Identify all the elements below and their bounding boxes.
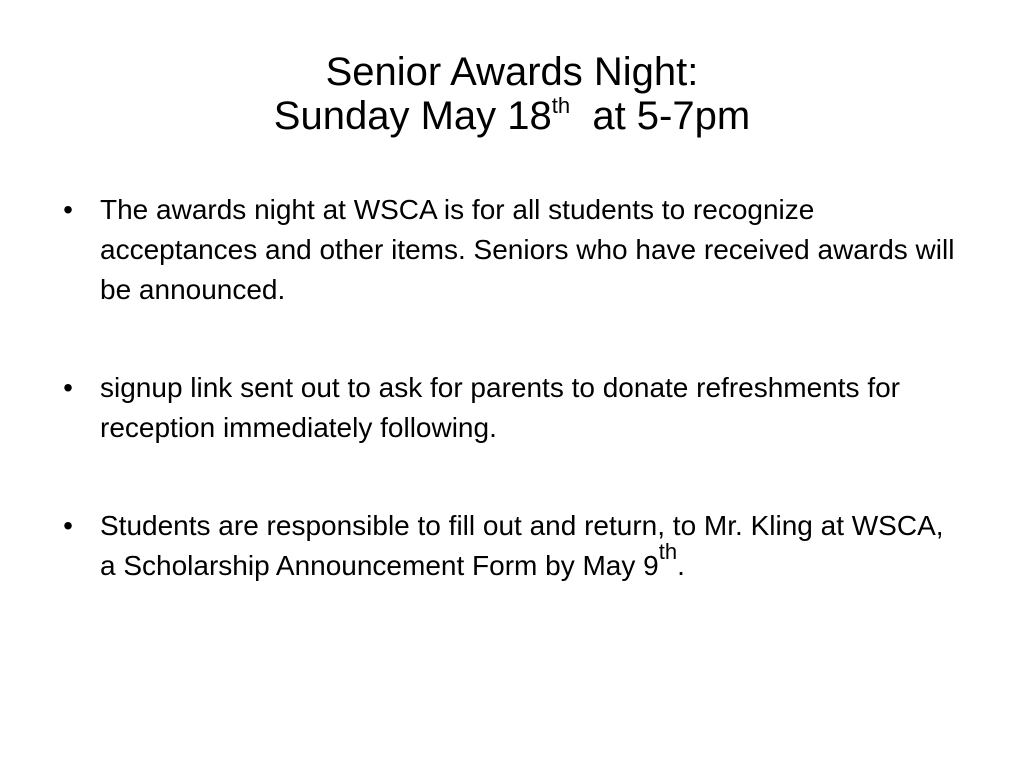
title-line-2 bbox=[0, 94, 1024, 138]
bullet-icon: • bbox=[63, 372, 73, 403]
bullet-text-main: Students are responsible to fill out and return, to Mr. Kling at WSCA, a Scholarship Announcement Form by May 9 bbox=[100, 510, 944, 581]
title-time-text: at 5-7pm bbox=[570, 94, 751, 138]
bullet-text-end: . bbox=[677, 550, 685, 581]
bullet-list bbox=[58, 190, 958, 586]
bullet-text: signup link sent out to ask for parents to donate refreshments for reception immediately following. bbox=[100, 372, 900, 443]
bullet-item-scholarship-form bbox=[58, 506, 958, 586]
bullet-item-awards-night bbox=[58, 190, 958, 310]
bullet-icon: • bbox=[63, 194, 73, 225]
slide-title bbox=[0, 50, 1024, 138]
bullet-item-signup-link bbox=[58, 368, 958, 448]
bullet-text: The awards night at WSCA is for all students to recognize acceptances and other items. Seniors who have received awards will be announced. bbox=[100, 194, 955, 305]
title-date-ordinal: th bbox=[551, 93, 571, 118]
bullet-date-ordinal: th bbox=[658, 539, 678, 564]
title-line-1: Senior Awards Night: bbox=[325, 50, 699, 94]
title-date-text: Sunday May 18 bbox=[273, 94, 552, 138]
bullet-icon: • bbox=[63, 510, 73, 541]
bullet-text bbox=[100, 510, 944, 581]
